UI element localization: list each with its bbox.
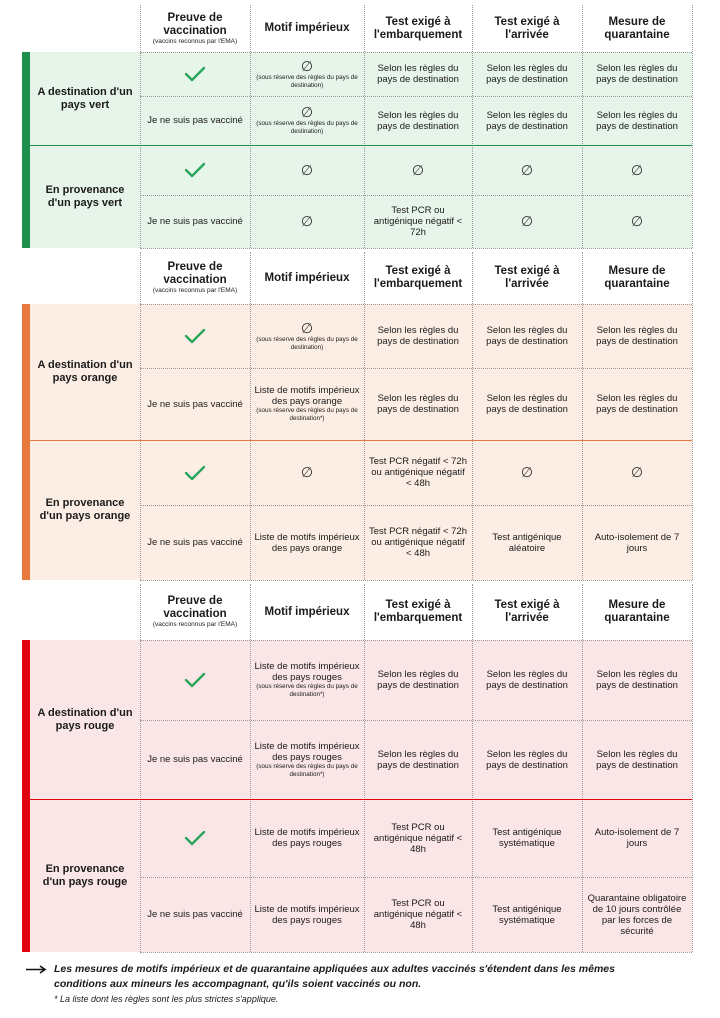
header-motif [250, 252, 364, 304]
cell-proof [140, 877, 250, 952]
footer-star-note: * La liste dont les règles sont les plus strictes s'applique. [54, 994, 279, 1004]
cell-arrival [472, 368, 582, 440]
cell-quarantine [582, 304, 692, 368]
quarantine-text: Auto-isolement de 7 jours [594, 531, 680, 554]
board-text: Test PCR ou antigénique négatif < 48h [373, 898, 463, 931]
cell-quarantine [582, 195, 692, 248]
motif-text: ∅ [300, 57, 314, 74]
header-test-board [364, 5, 472, 52]
cell-proof [140, 720, 250, 799]
cell-board [364, 799, 472, 877]
motif-text: ∅ [300, 319, 314, 336]
check-icon [184, 162, 206, 178]
footer-note [26, 962, 696, 977]
motif-text: Liste de motifs impérieux des pays rouges [254, 827, 360, 849]
group-label-text: En provenance d'un pays rouge [42, 862, 128, 888]
quarantine-text: Selon les règles du pays de destination [596, 325, 678, 347]
board-text: Selon les règles du pays de destination [377, 748, 459, 771]
header-test-arrival [472, 584, 582, 640]
header-title: Test exigé à l'arrivée [494, 599, 560, 624]
cell-motif [250, 440, 364, 505]
cell-motif [250, 640, 364, 720]
grid-divider [692, 5, 693, 248]
arrival-text: Test antigénique aléatoire [492, 531, 562, 554]
cell-quarantine [582, 145, 692, 195]
footer-note-line2: conditions aux mineurs les accompagnant, qu'ils soient vaccinés ou non. [54, 978, 422, 990]
board-text: Test PCR négatif < 72h ou antigénique négatif < 48h [369, 456, 467, 489]
cell-arrival [472, 505, 582, 580]
cell-board [364, 52, 472, 96]
quarantine-text: ∅ [630, 161, 644, 178]
quarantine-text: ∅ [630, 464, 644, 480]
cell-board [364, 368, 472, 440]
board-text: Selon les règles du pays de destination [377, 325, 459, 347]
motif-text: Liste de motifs impérieux des pays orange [254, 385, 360, 408]
cell-motif [250, 368, 364, 440]
cell-quarantine [582, 505, 692, 580]
motif-text: Liste de motifs impérieux des pays rouges [254, 903, 360, 926]
header-title: Test exigé à l'arrivée [494, 15, 560, 41]
header-test-board [364, 584, 472, 640]
board-text: Test PCR négatif < 72h ou antigénique négatif < 48h [369, 526, 467, 559]
cell-quarantine [582, 368, 692, 440]
proof-text: Je ne suis pas vacciné [147, 537, 243, 548]
header-proof [140, 252, 250, 304]
cell-proof [140, 640, 250, 720]
grid-divider [692, 252, 693, 580]
header-proof-subtitle: (vaccins reconnus par l'EMA) [152, 287, 238, 294]
footer-notes [26, 962, 696, 1006]
header-proof-title: Preuve de vaccination [163, 595, 227, 620]
board-text: Test PCR ou antigénique négatif < 48h [373, 821, 463, 855]
arrival-text: Selon les règles du pays de destination [486, 669, 568, 691]
grid-divider [140, 580, 692, 581]
quarantine-text: Selon les règles du pays de destination [596, 748, 678, 771]
quarantine-text: Selon les règles du pays de destination [596, 669, 678, 691]
motif-note: (sous réserve des règles du pays de destination*) [256, 683, 358, 698]
cell-motif [250, 505, 364, 580]
cell-board [364, 505, 472, 580]
header-title: Test exigé à l'embarquement [373, 599, 463, 624]
group-label [30, 304, 140, 440]
header-proof-subtitle: (vaccins reconnus par l'EMA) [152, 621, 238, 628]
cell-proof [140, 440, 250, 505]
cell-arrival [472, 720, 582, 799]
cell-board [364, 877, 472, 952]
group-label [30, 145, 140, 248]
check-icon [184, 328, 206, 344]
zone-bar-red [22, 640, 30, 952]
cell-board [364, 304, 472, 368]
group-label [30, 799, 140, 952]
cell-motif [250, 720, 364, 799]
board-text: ∅ [411, 161, 425, 178]
header-title: Mesure de quarantaine [604, 599, 670, 624]
proof-text: Je ne suis pas vacciné [147, 754, 243, 765]
header-test-arrival [472, 252, 582, 304]
quarantine-text: Selon les règles du pays de destination [596, 109, 678, 132]
check-icon [184, 66, 206, 82]
board-text: Test PCR ou antigénique négatif < 72h [373, 205, 463, 238]
motif-note: (sous réserve des règles du pays de destination*) [256, 407, 358, 422]
cell-motif [250, 195, 364, 248]
cell-motif [250, 877, 364, 952]
cell-board [364, 96, 472, 145]
group-label-text: En provenance d'un pays orange [39, 497, 131, 522]
group-label [30, 640, 140, 799]
header-proof [140, 584, 250, 640]
cell-proof [140, 145, 250, 195]
header-quarantine [582, 584, 692, 640]
header-proof [140, 5, 250, 52]
motif-text: ∅ [300, 161, 314, 178]
arrival-text: Selon les règles du pays de destination [486, 393, 568, 415]
board-text: Selon les règles du pays de destination [377, 393, 459, 415]
board-text: Selon les règles du pays de destination [377, 63, 459, 85]
motif-note: (sous réserve des règles du pays de destination) [256, 73, 358, 89]
header-motif [250, 5, 364, 52]
arrival-text: Test antigénique systématique [492, 827, 562, 849]
header-title: Mesure de quarantaine [604, 265, 670, 290]
cell-proof [140, 799, 250, 877]
cell-arrival [472, 304, 582, 368]
grid-divider [140, 248, 692, 249]
group-label-text: En provenance d'un pays vert [45, 183, 125, 209]
cell-motif [250, 96, 364, 145]
header-proof-title: Preuve de vaccination [163, 261, 227, 286]
header-test-arrival [472, 5, 582, 52]
proof-text: Je ne suis pas vacciné [147, 115, 243, 126]
arrival-text: ∅ [520, 464, 534, 480]
header-title: Test exigé à l'embarquement [373, 265, 463, 290]
cell-quarantine [582, 640, 692, 720]
arrival-text: Selon les règles du pays de destination [486, 109, 568, 132]
quarantine-text: ∅ [630, 213, 644, 229]
motif-note: (sous réserve des règles du pays de destination) [256, 335, 358, 351]
header-title: Test exigé à l'arrivée [494, 265, 560, 290]
cell-quarantine [582, 799, 692, 877]
check-icon [184, 672, 206, 688]
arrival-text: Selon les règles du pays de destination [486, 325, 568, 347]
arrival-text: Selon les règles du pays de destination [486, 63, 568, 85]
motif-text: ∅ [300, 464, 314, 480]
group-label-text: A destination d'un pays rouge [37, 706, 133, 732]
motif-note: (sous réserve des règles du pays de destination*) [256, 762, 358, 778]
cell-proof [140, 505, 250, 580]
cell-quarantine [582, 720, 692, 799]
cell-motif [250, 799, 364, 877]
cell-board [364, 640, 472, 720]
cell-arrival [472, 640, 582, 720]
header-test-board [364, 252, 472, 304]
header-proof-title: Preuve de vaccination [163, 11, 227, 37]
cell-board [364, 195, 472, 248]
arrival-text: Selon les règles du pays de destination [486, 748, 568, 771]
cell-motif [250, 145, 364, 195]
proof-text: Je ne suis pas vacciné [147, 398, 243, 410]
cell-motif [250, 304, 364, 368]
motif-text: ∅ [300, 104, 314, 121]
cell-arrival [472, 799, 582, 877]
motif-text: Liste de motifs impérieux des pays orange [254, 531, 360, 554]
cell-proof [140, 304, 250, 368]
cell-board [364, 145, 472, 195]
motif-text: ∅ [300, 213, 314, 229]
grid-divider [140, 952, 692, 953]
motif-note: (sous réserve des règles du pays de destination) [256, 120, 358, 135]
header-title: Motif impérieux [264, 22, 350, 34]
cell-arrival [472, 440, 582, 505]
check-icon [184, 465, 206, 481]
group-label-text: A destination d'un pays vert [37, 85, 133, 111]
arrival-text: Test antigénique systématique [492, 903, 562, 926]
quarantine-text: Selon les règles du pays de destination [596, 393, 678, 415]
header-proof-subtitle: (vaccins reconnus par l'EMA) [152, 37, 238, 45]
quarantine-text: Quarantaine obligatoire de 10 jours contrôlée par les forces de sécurité [587, 892, 687, 937]
cell-proof [140, 52, 250, 96]
cell-arrival [472, 52, 582, 96]
quarantine-text: Auto-isolement de 7 jours [594, 827, 680, 849]
cell-quarantine [582, 877, 692, 952]
grid-divider [692, 584, 693, 952]
cell-board [364, 720, 472, 799]
cell-arrival [472, 877, 582, 952]
group-label-text: A destination d'un pays orange [37, 359, 133, 384]
zone-bar-green [22, 52, 30, 248]
header-quarantine [582, 252, 692, 304]
check-icon [184, 830, 206, 846]
proof-text: Je ne suis pas vacciné [147, 216, 243, 227]
header-title: Motif impérieux [264, 605, 350, 618]
footer-note-line1: Les mesures de motifs impérieux et de quarantaine appliquées aux adultes vaccinés s'étendent dans les mêmes [54, 963, 615, 975]
board-text: Selon les règles du pays de destination [377, 109, 459, 132]
arrival-text: ∅ [520, 213, 534, 229]
arrow-right-icon [26, 962, 48, 977]
cell-arrival [472, 195, 582, 248]
cell-proof [140, 368, 250, 440]
proof-text: Je ne suis pas vacciné [147, 909, 243, 920]
cell-quarantine [582, 96, 692, 145]
cell-proof [140, 195, 250, 248]
cell-quarantine [582, 52, 692, 96]
arrival-text: ∅ [520, 161, 534, 178]
cell-arrival [472, 145, 582, 195]
header-title: Mesure de quarantaine [604, 15, 670, 41]
header-quarantine [582, 5, 692, 52]
group-label [30, 52, 140, 145]
cell-board [364, 440, 472, 505]
group-label [30, 440, 140, 580]
motif-text: Liste de motifs impérieux des pays rouges [254, 661, 360, 684]
zone-bar-orange [22, 304, 30, 580]
board-text: Selon les règles du pays de destination [377, 669, 459, 691]
motif-text: Liste de motifs impérieux des pays rouges [254, 740, 360, 763]
header-title: Test exigé à l'embarquement [373, 15, 463, 41]
cell-arrival [472, 96, 582, 145]
header-title: Motif impérieux [264, 271, 350, 284]
cell-motif [250, 52, 364, 96]
header-motif [250, 584, 364, 640]
cell-proof [140, 96, 250, 145]
quarantine-text: Selon les règles du pays de destination [596, 63, 678, 85]
cell-quarantine [582, 440, 692, 505]
